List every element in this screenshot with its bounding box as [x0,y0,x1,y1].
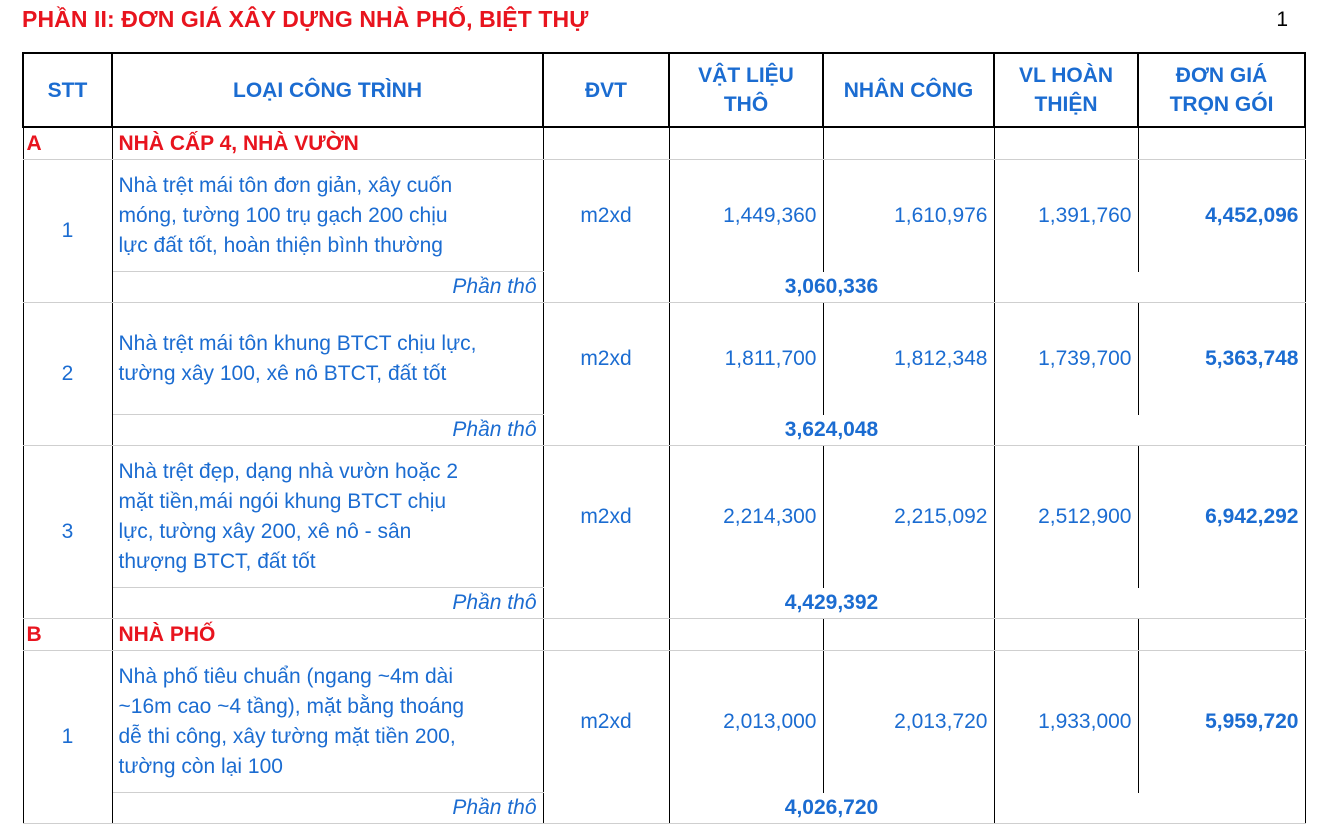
price-table [22,52,1306,824]
row-labor: 2,215,092 [823,446,994,588]
group-title: NHÀ PHỐ [112,619,543,651]
row-labor: 1,812,348 [823,303,994,415]
group-row-b [23,619,1305,651]
header-finish: VL HOÀN THIỆN [994,53,1138,127]
table-row [23,446,1305,588]
subtotal-row [23,793,1305,824]
table-row [23,651,1305,793]
row-labor: 2,013,720 [823,651,994,793]
subtotal-label: Phần thô [112,588,543,619]
row-name: Nhà phố tiêu chuẩn (ngang ~4m dài ~16m cao ~4 tầng), mặt bằng thoáng dễ thi công, xây tường mặt tiền 200, tường còn lại 100 [112,651,543,793]
subtotal-value: 4,429,392 [669,588,994,619]
row-material: 1,449,360 [669,160,823,272]
row-unit: m2xd [543,651,669,793]
header-stt: STT [23,53,112,127]
group-code: B [23,619,112,651]
table-row [23,160,1305,272]
row-name: Nhà trệt mái tôn khung BTCT chịu lực, tường xây 100, xê nô BTCT, đất tốt [112,303,543,415]
row-finish: 2,512,900 [994,446,1138,588]
subtotal-value: 3,060,336 [669,272,994,303]
row-stt: 2 [23,303,112,446]
row-total: 4,452,096 [1138,160,1305,272]
row-total: 5,363,748 [1138,303,1305,415]
row-unit: m2xd [543,303,669,415]
row-stt: 3 [23,446,112,619]
row-stt: 1 [23,651,112,824]
subtotal-value: 4,026,720 [669,793,994,824]
row-finish: 1,391,760 [994,160,1138,272]
row-material: 1,811,700 [669,303,823,415]
row-name: Nhà trệt đẹp, dạng nhà vườn hoặc 2 mặt tiền,mái ngói khung BTCT chịu lực, tường xây 200, xê nô - sân thượng BTCT, đất tốt [112,446,543,588]
subtotal-label: Phần thô [112,272,543,303]
subtotal-label: Phần thô [112,415,543,446]
group-row-a [23,127,1305,160]
row-material: 2,013,000 [669,651,823,793]
row-stt: 1 [23,160,112,303]
row-finish: 1,739,700 [994,303,1138,415]
row-material: 2,214,300 [669,446,823,588]
table-row [23,303,1305,415]
table-header [23,53,1305,127]
header-unit: ĐVT [543,53,669,127]
row-finish: 1,933,000 [994,651,1138,793]
header-total: ĐƠN GIÁ TRỌN GÓI [1138,53,1305,127]
row-unit: m2xd [543,160,669,272]
page-title: PHẦN II: ĐƠN GIÁ XÂY DỰNG NHÀ PHỐ, BIỆT THỰ [22,6,589,32]
subtotal-label: Phần thô [112,793,543,824]
row-total: 6,942,292 [1138,446,1305,588]
header-labor: NHÂN CÔNG [823,53,994,127]
group-code: A [23,127,112,160]
row-unit: m2xd [543,446,669,588]
subtotal-row [23,272,1305,303]
group-title: NHÀ CẤP 4, NHÀ VƯỜN [112,127,543,160]
row-labor: 1,610,976 [823,160,994,272]
row-name: Nhà trệt mái tôn đơn giản, xây cuốn móng, tường 100 trụ gạch 200 chịu lực đất tốt, hoàn thiện bình thường [112,160,543,272]
subtotal-value: 3,624,048 [669,415,994,446]
subtotal-row [23,415,1305,446]
page-number: 1 [1276,8,1288,31]
header-name: LOẠI CÔNG TRÌNH [112,53,543,127]
header-material: VẬT LIỆU THÔ [669,53,823,127]
subtotal-row [23,588,1305,619]
row-total: 5,959,720 [1138,651,1305,793]
